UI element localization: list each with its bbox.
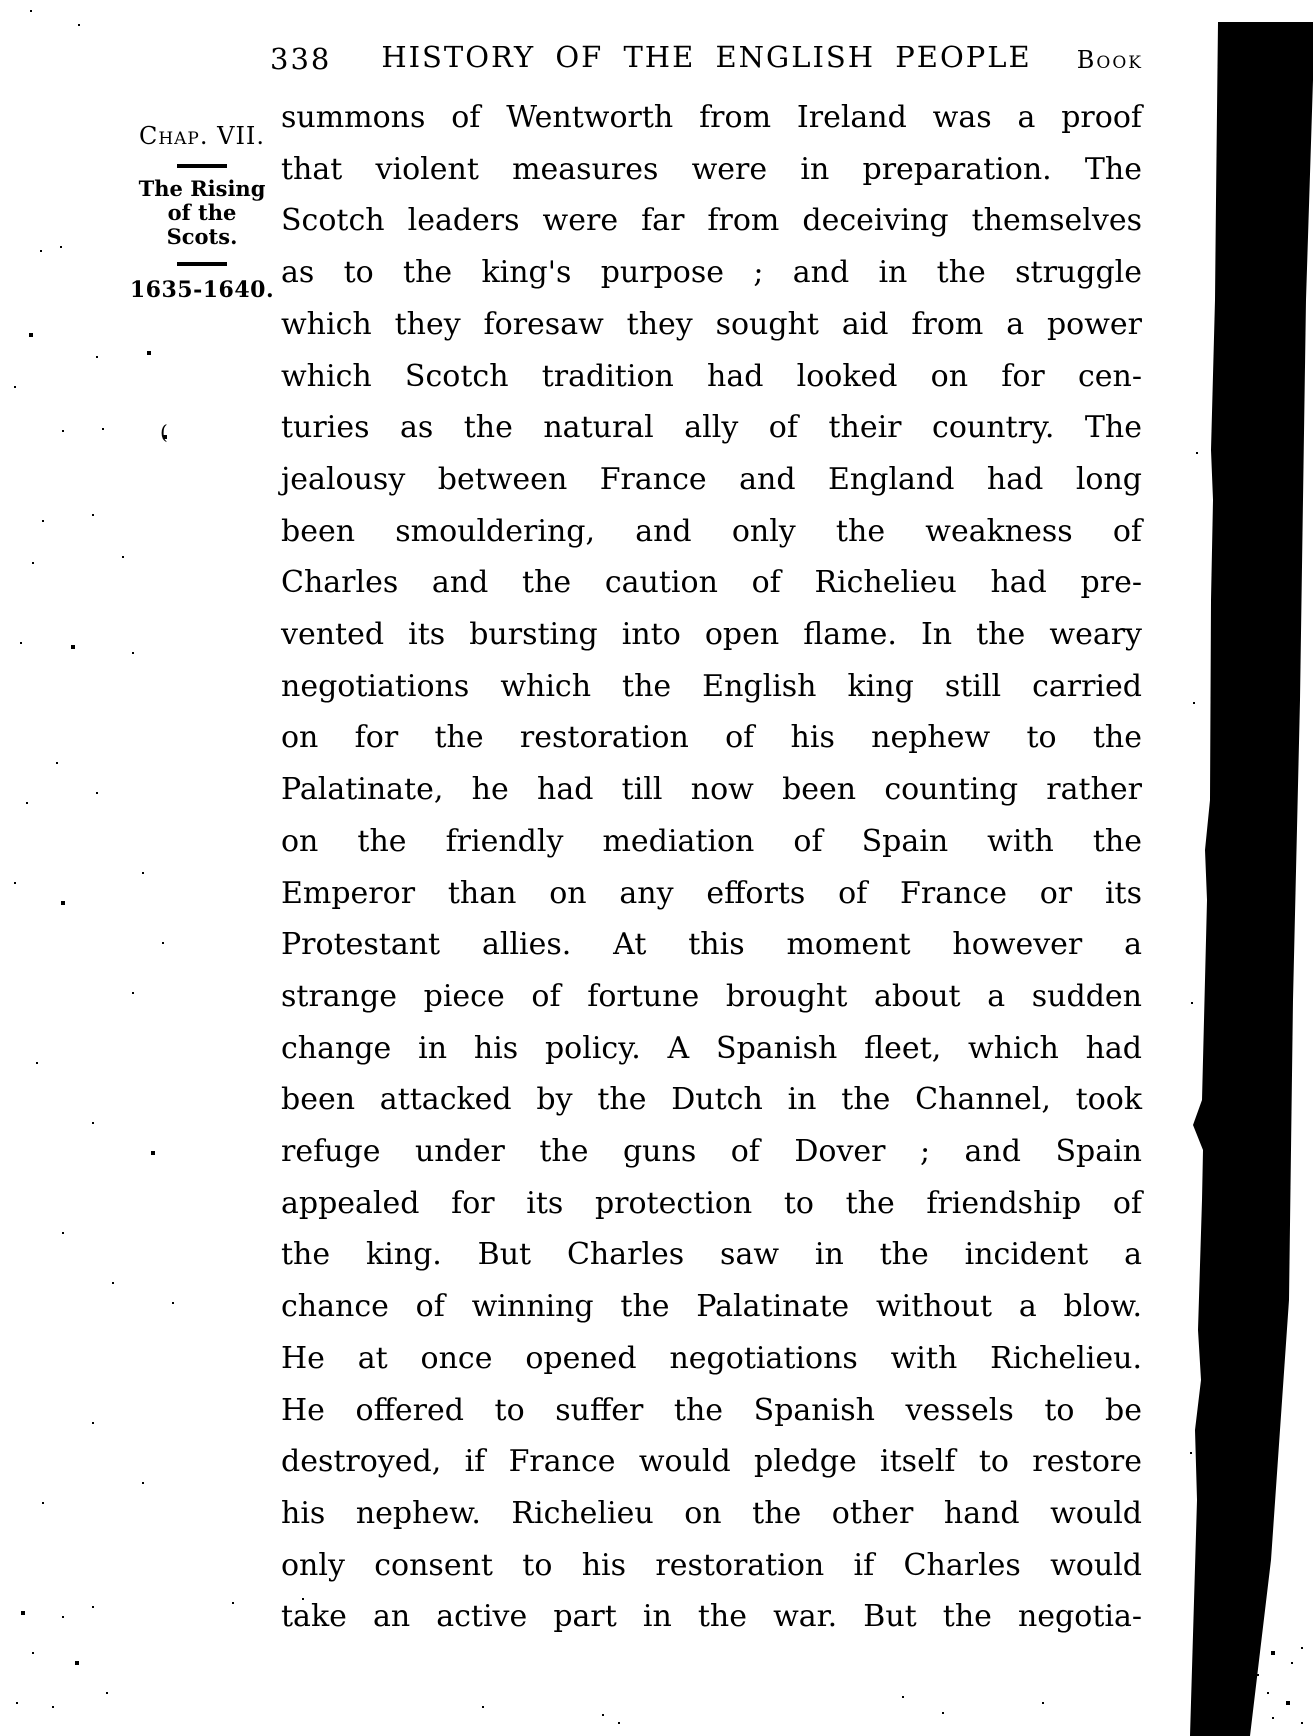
margin-rule [177, 262, 227, 266]
text-line: turies as the natural ally of their country. The [281, 410, 1142, 446]
page-number: 338 [270, 42, 332, 76]
text-line: refuge under the guns of Dover ; and Spain [281, 1134, 1142, 1170]
body-text-column [281, 92, 1142, 1643]
text-line: summons of Wentworth from Ireland was a proof [281, 100, 1142, 135]
text-line: take an active part in the war. But the negotia- [281, 1599, 1142, 1635]
margin-topic-line: of the [167, 200, 237, 225]
text-line: Charles and the caution of Richelieu had pre- [281, 565, 1142, 601]
text-line: Scotch leaders were far from deceiving themselves [281, 203, 1142, 239]
text-line: on for the restoration of his nephew to the [281, 720, 1142, 756]
text-line: strange piece of fortune brought about a sudden [281, 978, 1142, 1014]
book-label: Book [1076, 46, 1143, 74]
text-line: only consent to his restoration if Charles would [281, 1547, 1142, 1583]
text-line: Protestant allies. At this moment however a [281, 927, 1142, 963]
text-line: been attacked by the Dutch in the Channel, took [281, 1082, 1142, 1118]
text-line: He offered to suffer the Spanish vessels to be [281, 1392, 1142, 1428]
margin-date-range: 1635-1640. [129, 277, 275, 303]
text-line: as to the king's purpose ; and in the struggle [281, 255, 1142, 291]
text-line: on the friendly mediation of Spain with the [281, 823, 1142, 859]
text-line: been smouldering, and only the weakness of [281, 513, 1142, 549]
text-line: He at once opened negotiations with Richelieu. [281, 1340, 1142, 1376]
text-line: change in his policy. A Spanish fleet, which had [281, 1030, 1142, 1066]
text-line: Emperor than on any efforts of France or its [281, 875, 1142, 911]
text-line: that violent measures were in preparation. The [281, 151, 1142, 187]
text-line: his nephew. Richelieu on the other hand would [281, 1495, 1142, 1531]
margin-topic-line: The Rising [138, 176, 266, 201]
margin-topic-line: Scots. [166, 224, 238, 249]
text-line: chance of winning the Palatinate without a blow. [281, 1289, 1142, 1325]
text-line: which they foresaw they sought aid from a power [281, 306, 1142, 342]
margin-topic [112, 177, 292, 249]
text-line: vented its bursting into open flame. In the weary [281, 617, 1142, 653]
text-line: jealousy between France and England had long [281, 461, 1142, 497]
ink-blotch: ( [160, 420, 168, 444]
scan-noise-specks [0, 0, 2, 2]
running-title: HISTORY OF THE ENGLISH PEOPLE [381, 40, 1032, 74]
margin-rule [177, 164, 227, 168]
text-line: the king. But Charles saw in the incident a [281, 1237, 1142, 1273]
scan-edge-band [1185, 0, 1313, 1736]
chapter-label: Chap. VII. [138, 122, 266, 150]
text-line: Palatinate, he had till now been counting rather [281, 772, 1142, 808]
text-line: appealed for its protection to the friendship of [281, 1185, 1142, 1221]
running-header [270, 40, 1143, 80]
text-line: which Scotch tradition had looked on for cen- [281, 358, 1142, 394]
text-line: destroyed, if France would pledge itself to restore [281, 1444, 1142, 1480]
text-line: negotiations which the English king still carried [281, 668, 1142, 704]
